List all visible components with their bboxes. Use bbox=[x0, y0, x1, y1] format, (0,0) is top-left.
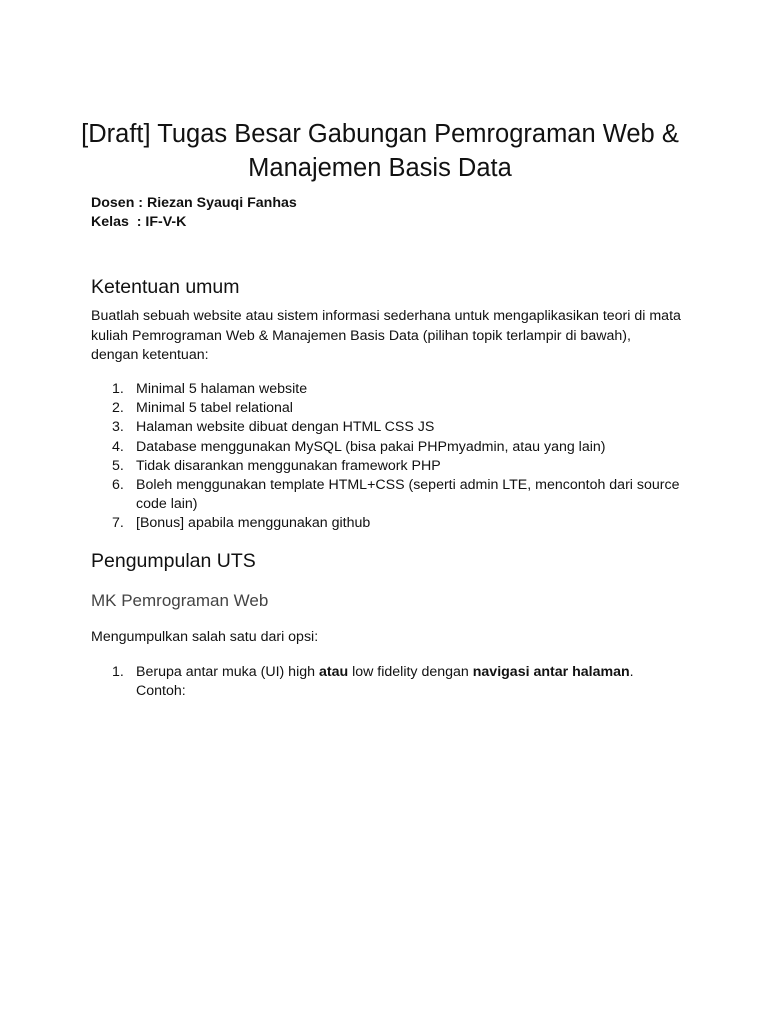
list-item-text: Database menggunakan MySQL (bisa pakai PHPmyadmin, atau yang lain) bbox=[136, 438, 606, 455]
section-heading-ketentuan: Ketentuan umum bbox=[91, 276, 240, 298]
list-item bbox=[91, 514, 681, 533]
list-item bbox=[91, 457, 681, 476]
list-item-text-part: low fidelity dengan bbox=[348, 664, 473, 680]
ketentuan-intro-paragraph: Buatlah sebuah website atau sistem informasi sederhana untuk mengaplikasikan teori di mata kuliah Pemrograman Web & Manajemen Basis Data (pilihan topik terlampir di bawah), dengan ketentuan: bbox=[91, 308, 681, 364]
list-item-text: Minimal 5 halaman website bbox=[136, 381, 308, 397]
list-item-number: 3. bbox=[112, 419, 124, 436]
list-item bbox=[91, 476, 681, 514]
list-item bbox=[91, 438, 681, 457]
emphasis-navigasi: navigasi antar halaman bbox=[472, 664, 630, 680]
uts-intro-paragraph: Mengumpulkan salah satu dari opsi: bbox=[91, 629, 319, 645]
list-item-text: Minimal 5 tabel relational bbox=[136, 400, 293, 417]
list-item-text: Tidak disarankan menggunakan framework PHP bbox=[136, 457, 441, 474]
ketentuan-list bbox=[91, 380, 681, 534]
list-item-number: 2. bbox=[112, 400, 124, 417]
list-item-number: 5. bbox=[112, 457, 124, 474]
list-item-text bbox=[136, 663, 681, 701]
list-item-number: 6. bbox=[112, 477, 124, 494]
lecturer-line: Dosen : Riezan Syauqi Fanhas bbox=[91, 195, 297, 211]
list-item bbox=[91, 418, 681, 437]
list-item-number: 7. bbox=[112, 515, 124, 532]
list-item bbox=[91, 399, 681, 418]
document-title: [Draft] Tugas Besar Gabungan Pemrograman Web & Manajemen Basis Data bbox=[81, 120, 679, 182]
list-item bbox=[91, 663, 681, 701]
class-line: Kelas : IF-V-K bbox=[91, 214, 187, 230]
list-item-text: Boleh menggunakan template HTML+CSS (seperti admin LTE, mencontoh dari source code lain) bbox=[136, 477, 680, 513]
list-item bbox=[91, 380, 681, 399]
section-heading-pengumpulan-uts: Pengumpulan UTS bbox=[91, 550, 256, 572]
list-item-number: 1. bbox=[112, 381, 124, 397]
list-item-number: 1. bbox=[112, 664, 124, 680]
course-info bbox=[91, 194, 297, 232]
subsection-heading-mk-pemrograman-web: MK Pemrograman Web bbox=[91, 591, 269, 610]
list-item-text-part: Berupa antar muka (UI) high bbox=[136, 664, 319, 680]
emphasis-atau: atau bbox=[318, 664, 349, 680]
list-item-text: Halaman website dibuat dengan HTML CSS JS bbox=[136, 419, 435, 436]
list-item-number: 4. bbox=[112, 438, 124, 455]
uts-option-list bbox=[91, 663, 681, 701]
list-item-text: [Bonus] apabila menggunakan github bbox=[136, 515, 371, 532]
list-item-text-part: . Contoh: bbox=[136, 664, 634, 700]
